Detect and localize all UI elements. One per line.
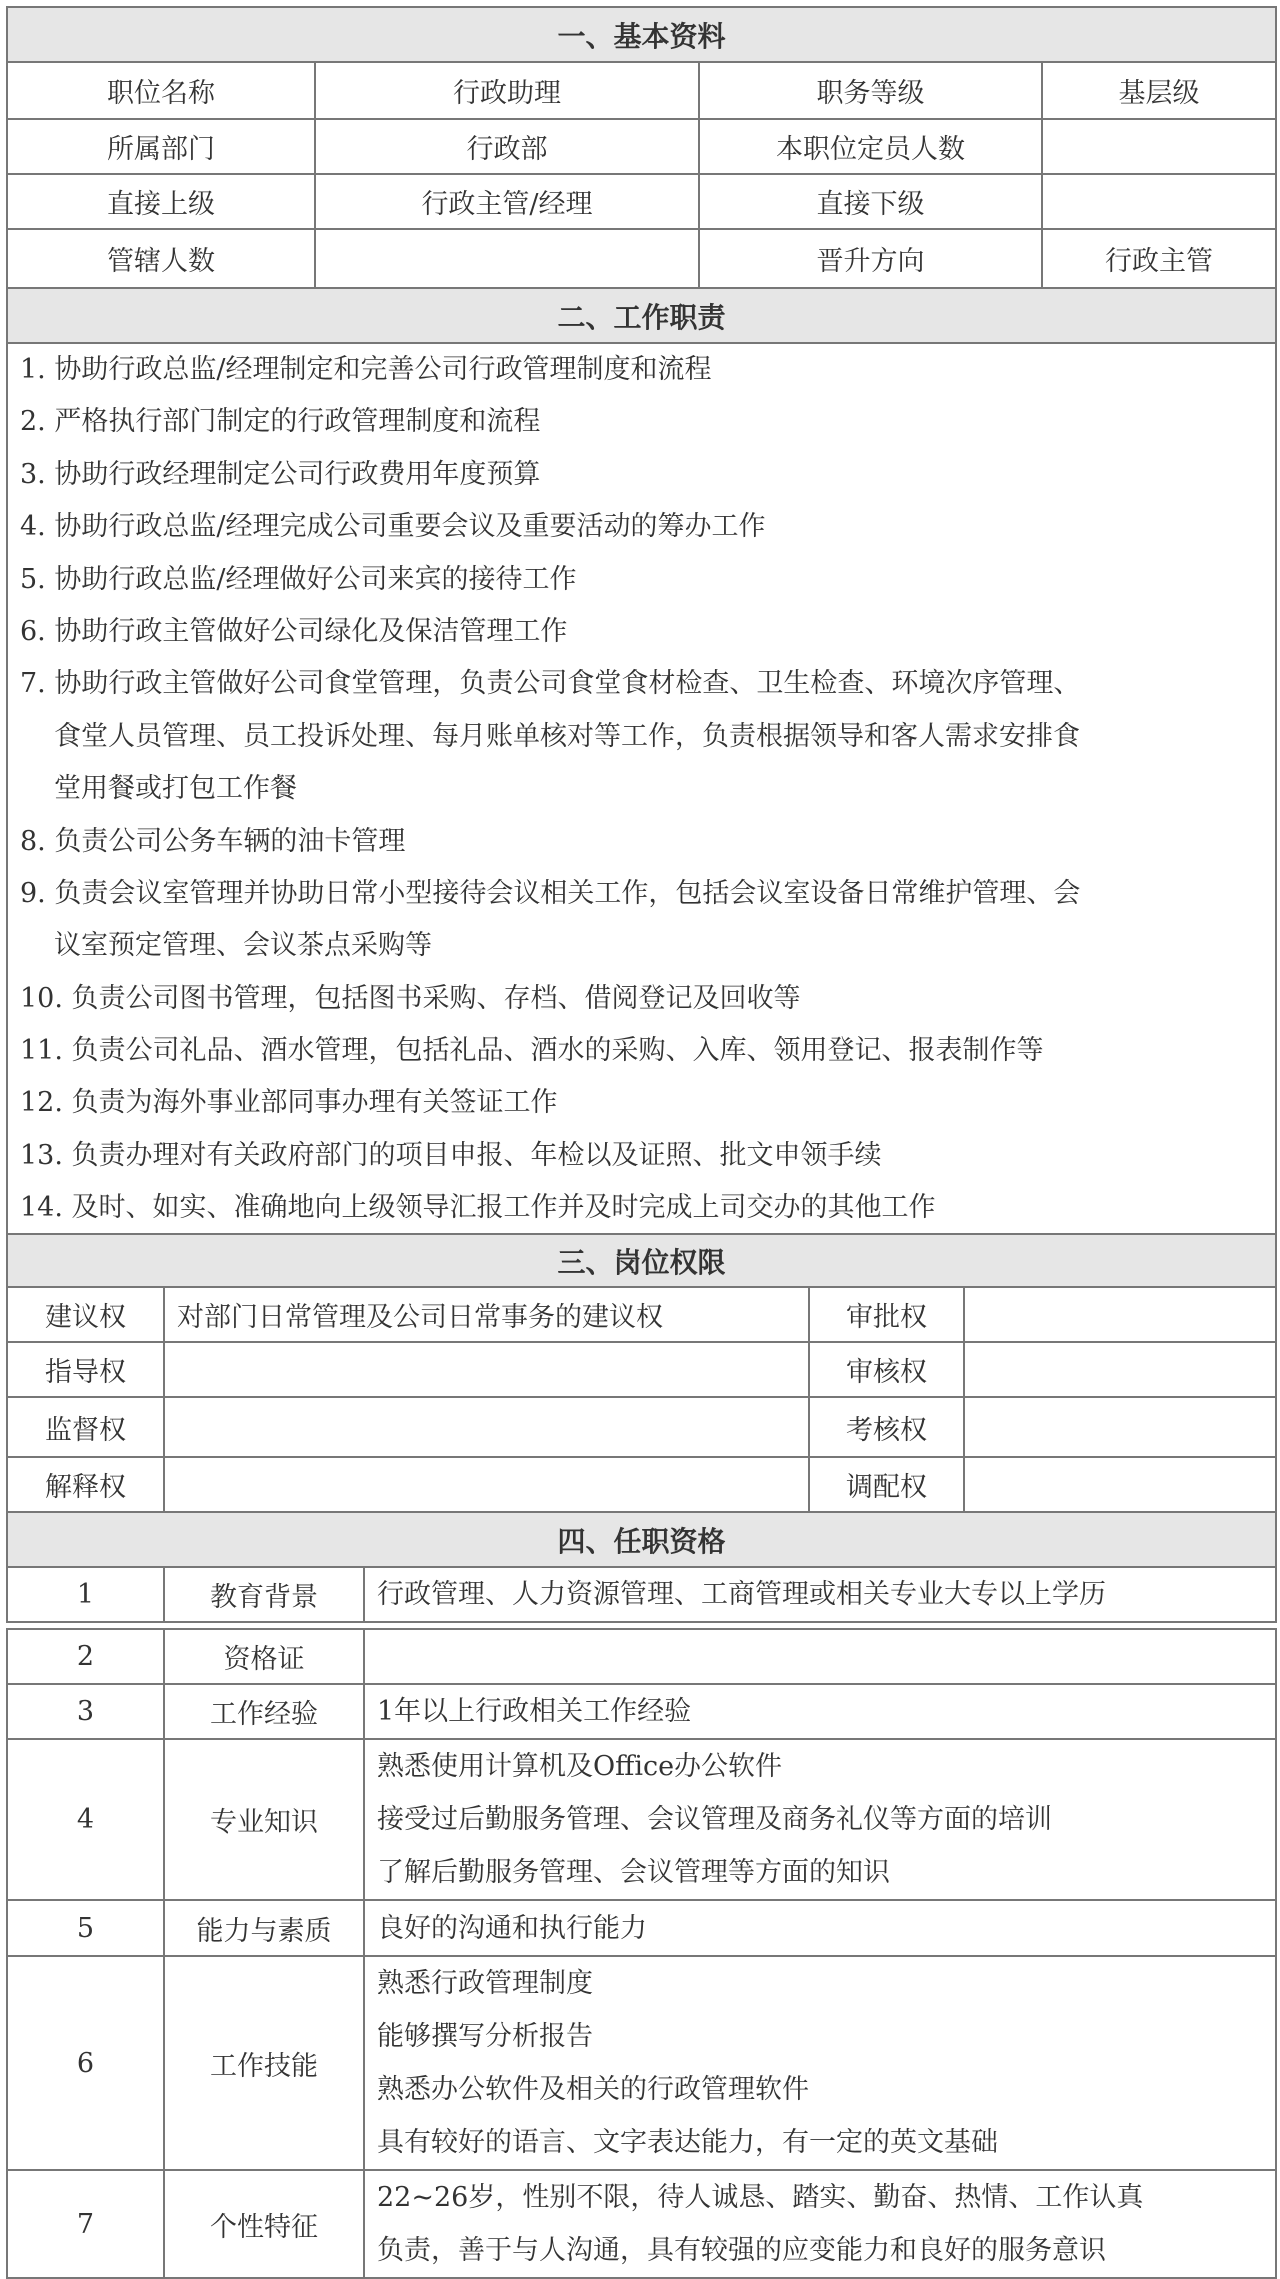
- qualification-name: 资格证: [164, 1629, 364, 1684]
- authority-label: 审核权: [809, 1342, 964, 1397]
- basic-label: 管辖人数: [7, 229, 315, 288]
- authority-value: [164, 1397, 809, 1457]
- qualification-row: [7, 1567, 1276, 1622]
- basic-label: 直接下级: [699, 174, 1042, 229]
- qualification-line: 具有较好的语言、文字表达能力，有一定的英文基础: [377, 2127, 998, 2158]
- qualification-detail: [364, 1629, 1276, 1684]
- duty-item: [20, 449, 1275, 501]
- qualification-name: 个性特征: [164, 2170, 364, 2278]
- qualification-number: 6: [7, 1956, 164, 2170]
- authority-label: 指导权: [7, 1342, 164, 1397]
- duty-line: 2. 严格执行部门制定的行政管理制度和流程: [20, 406, 541, 438]
- authority-label: 考核权: [809, 1397, 964, 1457]
- basic-value: 行政部: [315, 119, 699, 174]
- basic-label: 职位名称: [7, 62, 315, 119]
- basic-value: [1042, 119, 1276, 174]
- basic-row: [7, 174, 1276, 229]
- duty-item: [20, 1130, 1275, 1182]
- section-basic-title: 一、基本资料: [7, 7, 1276, 62]
- duty-line: 14. 及时、如实、准确地向上级领导汇报工作并及时完成上司交办的其他工作: [20, 1192, 936, 1224]
- duty-line: 6. 协助行政主管做好公司绿化及保洁管理工作: [20, 615, 568, 647]
- qualification-line: 1年以上行政相关工作经验: [377, 1696, 692, 1727]
- duty-line: 3. 协助行政经理制定公司行政费用年度预算: [20, 458, 541, 490]
- basic-value: 行政主管: [1042, 229, 1276, 288]
- duty-line: 13. 负责办理对有关政府部门的项目申报、年检以及证照、批文申领手续: [20, 1139, 882, 1171]
- duties-list: [7, 343, 1276, 1236]
- authority-value: [964, 1457, 1276, 1512]
- authority-value: [164, 1457, 809, 1512]
- duty-item: [20, 868, 1275, 973]
- qualification-row: [7, 1956, 1276, 2170]
- duty-line: 7. 协助行政主管做好公司食堂管理，负责公司食堂食材检查、卫生检查、环境次序管理、: [20, 668, 1081, 700]
- qualification-detail: [364, 1567, 1276, 1622]
- authority-label: 建议权: [7, 1287, 164, 1342]
- authority-value: [964, 1287, 1276, 1342]
- qualification-detail: [364, 1956, 1276, 2170]
- authority-label: 监督权: [7, 1397, 164, 1457]
- basic-value: [315, 229, 699, 288]
- section-qualifications-title: 四、任职资格: [7, 1512, 1276, 1567]
- duty-line: 5. 协助行政总监/经理做好公司来宾的接待工作: [20, 563, 577, 595]
- qualification-number: 7: [7, 2170, 164, 2278]
- authority-value: [964, 1397, 1276, 1457]
- qualification-detail: [364, 2170, 1276, 2278]
- qualification-line: 熟悉使用计算机及Office办公软件: [377, 1751, 783, 1782]
- duty-line: 12. 负责为海外事业部同事办理有关签证工作: [20, 1087, 558, 1119]
- qualification-line: 良好的沟通和执行能力: [377, 1912, 647, 1944]
- qualification-line: 能够撰写分析报告: [377, 2021, 593, 2052]
- qualification-line: 了解后勤服务管理、会议管理等方面的知识: [377, 1857, 890, 1888]
- qualification-name: 工作经验: [164, 1684, 364, 1739]
- basic-label: 职务等级: [699, 62, 1042, 119]
- qualifications-table-b: [6, 1628, 1277, 2279]
- duty-item: [20, 554, 1275, 606]
- job-table-part-2: [6, 1233, 1277, 1568]
- duty-item: [20, 973, 1275, 1025]
- basic-label: 本职位定员人数: [699, 119, 1042, 174]
- authority-label: 解释权: [7, 1457, 164, 1512]
- qualification-line: 熟悉行政管理制度: [377, 1968, 593, 1999]
- duty-item: [20, 1182, 1275, 1234]
- qualification-line: 接受过后勤服务管理、会议管理及商务礼仪等方面的培训: [377, 1804, 1052, 1835]
- duty-line: 4. 协助行政总监/经理完成公司重要会议及重要活动的筹办工作: [20, 511, 766, 543]
- qualifications-table-a: [6, 1566, 1277, 1623]
- qualification-number: 2: [7, 1629, 164, 1684]
- duty-line: 8. 负责公司公务车辆的油卡管理: [20, 825, 406, 857]
- duty-item: [20, 396, 1275, 448]
- basic-value: 基层级: [1042, 62, 1276, 119]
- duty-line: 9. 负责会议室管理并协助日常小型接待会议相关工作，包括会议室设备日常维护管理、会: [20, 877, 1081, 909]
- authority-label: 审批权: [809, 1287, 964, 1342]
- duty-item: [20, 501, 1275, 553]
- basic-row: [7, 119, 1276, 174]
- basic-label: 直接上级: [7, 174, 315, 229]
- duty-line: 1. 协助行政总监/经理制定和完善公司行政管理制度和流程: [20, 354, 712, 385]
- duty-item: [20, 1077, 1275, 1129]
- qualification-name: 能力与素质: [164, 1900, 364, 1956]
- authority-row: [7, 1397, 1276, 1457]
- qualification-name: 教育背景: [164, 1567, 364, 1622]
- qualification-line: 行政管理、人力资源管理、工商管理或相关专业大专以上学历: [377, 1579, 1106, 1610]
- qualification-name: 专业知识: [164, 1739, 364, 1900]
- duty-item: [20, 1025, 1275, 1077]
- authority-row: [7, 1457, 1276, 1512]
- duty-line: 食堂人员管理、员工投诉处理、每月账单核对等工作，负责根据领导和客人需求安排食: [54, 720, 1080, 752]
- qualification-number: 5: [7, 1900, 164, 1956]
- qualification-line: 负责，善于与人沟通，具有较强的应变能力和良好的服务意识: [377, 2235, 1106, 2266]
- authority-value: [964, 1342, 1276, 1397]
- basic-row: [7, 229, 1276, 288]
- basic-value: 行政主管/经理: [315, 174, 699, 229]
- qualification-number: 1: [7, 1567, 164, 1622]
- duty-item: [20, 344, 1275, 396]
- authority-value: [164, 1342, 809, 1397]
- qualification-row: [7, 1684, 1276, 1739]
- qualification-number: 3: [7, 1684, 164, 1739]
- basic-value: 行政助理: [315, 62, 699, 119]
- duty-line: 堂用餐或打包工作餐: [54, 773, 297, 805]
- basic-row: [7, 62, 1276, 119]
- authority-label: 调配权: [809, 1457, 964, 1512]
- qualification-line: 熟悉办公软件及相关的行政管理软件: [377, 2074, 809, 2105]
- basic-label: 晋升方向: [699, 229, 1042, 288]
- duty-item: [20, 658, 1275, 815]
- qualification-row: [7, 1629, 1276, 1684]
- qualification-detail: [364, 1900, 1276, 1956]
- duty-line: 11. 负责公司礼品、酒水管理，包括礼品、酒水的采购、入库、领用登记、报表制作等: [20, 1035, 1044, 1067]
- section-duties-title: 二、工作职责: [7, 288, 1276, 343]
- qualification-number: 4: [7, 1739, 164, 1900]
- duty-line: 议室预定管理、会议茶点采购等: [54, 930, 432, 962]
- qualification-row: [7, 1739, 1276, 1900]
- qualification-row: [7, 2170, 1276, 2278]
- authority-row: [7, 1342, 1276, 1397]
- qualification-line: 22~26岁，性别不限，待人诚恳、踏实、勤奋、热情、工作认真: [377, 2182, 1144, 2213]
- section-authority-title: 三、岗位权限: [7, 1234, 1276, 1287]
- basic-label: 所属部门: [7, 119, 315, 174]
- qualification-row: [7, 1900, 1276, 1956]
- authority-value: 对部门日常管理及公司日常事务的建议权: [164, 1287, 809, 1342]
- job-table-part-1: [6, 6, 1277, 1237]
- authority-row: [7, 1287, 1276, 1342]
- duty-item: [20, 606, 1275, 658]
- qualification-name: 工作技能: [164, 1956, 364, 2170]
- basic-value: [1042, 174, 1276, 229]
- qualification-detail: [364, 1739, 1276, 1900]
- qualification-detail: [364, 1684, 1276, 1739]
- duty-item: [20, 816, 1275, 868]
- duty-line: 10. 负责公司图书管理，包括图书采购、存档、借阅登记及回收等: [20, 982, 801, 1014]
